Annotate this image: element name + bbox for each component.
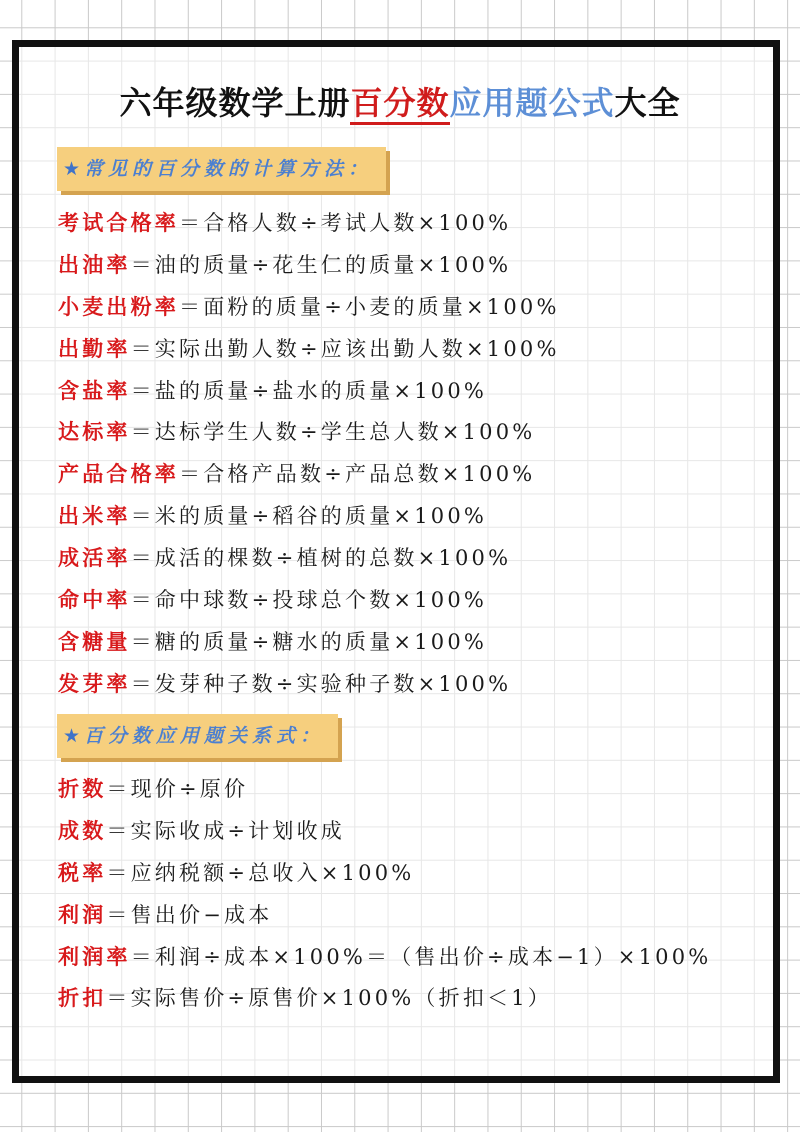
formula-term: 达标率 [58,420,131,445]
formula-expression: ＝油的质量÷花生仁的质量×100% [130,252,512,277]
formula-row [58,622,758,664]
formula-expression: ＝成活的棵数÷植树的总数×100% [130,546,512,571]
formula-expression: ＝应纳税额÷总收入×100% [106,860,415,885]
formula-term: 小麦出粉率 [58,294,179,319]
formula-row [58,245,758,287]
star-icon: ★ [63,725,81,747]
formula-term: 含糖量 [58,629,131,654]
formula-row [58,371,758,413]
formula-term: 出勤率 [58,336,131,361]
title-part-4: 大全 [614,84,681,122]
formula-row [58,203,758,245]
formula-term: 利润 [58,902,107,927]
formula-expression: ＝面粉的质量÷小麦的质量×100% [179,294,560,319]
section-1-formula-list [58,203,758,706]
formula-term: 出米率 [58,504,131,529]
formula-row [58,664,758,706]
section-2-heading: 百分数应用题关系式： [84,725,325,747]
formula-term: 税率 [58,860,107,885]
formula-row [58,769,758,811]
formula-term: 含盐率 [58,378,131,403]
formula-expression: ＝命中球数÷投球总个数×100% [130,588,488,613]
formula-expression: ＝米的质量÷稻谷的质量×100% [130,504,488,529]
formula-term: 命中率 [58,588,131,613]
title-part-2-highlight: 百分数 [350,84,449,125]
formula-term: 出油率 [58,252,131,277]
formula-expression: ＝售出价−成本 [106,902,273,927]
formula-row [58,580,758,622]
title-part-1: 六年级数学上册 [119,84,351,122]
section-1-banner [57,147,386,191]
formula-row [58,287,758,329]
formula-expression: ＝合格人数÷考试人数×100% [179,211,512,235]
section-2-formula-list [58,769,758,1020]
formula-expression: ＝合格产品数÷产品总数×100% [179,462,536,487]
formula-term: 折扣 [58,986,107,1011]
formula-row [58,895,758,937]
formula-expression: ＝糖的质量÷糖水的质量×100% [130,629,488,654]
formula-row [58,853,758,895]
star-icon: ★ [63,158,81,180]
formula-expression: ＝盐的质量÷盐水的质量×100% [130,378,488,403]
formula-row [58,329,758,371]
formula-row [58,496,758,538]
formula-term: 成数 [58,818,107,843]
formula-expression: ＝达标学生人数÷学生总人数×100% [130,420,536,445]
formula-row [58,538,758,580]
formula-row [58,454,758,496]
formula-term: 折数 [58,777,107,801]
formula-expression: ＝实际收成÷计划收成 [106,818,346,843]
formula-row [58,978,758,1020]
formula-term: 成活率 [58,546,131,571]
formula-expression: ＝实际售价÷原售价×100%（折扣＜1） [106,986,552,1011]
formula-row [58,811,758,853]
formula-row [58,937,758,979]
formula-expression: ＝利润÷成本×100%＝（售出价÷成本−1）×100% [130,944,712,969]
formula-term: 利润率 [58,944,131,969]
formula-term: 产品合格率 [58,462,179,487]
formula-term: 发芽率 [58,671,131,696]
section-1-heading: 常见的百分数的计算方法： [84,158,373,180]
page-title [0,78,800,124]
formula-expression: ＝实际出勤人数÷应该出勤人数×100% [130,336,560,361]
section-2-banner [57,714,338,758]
formula-expression: ＝发芽种子数÷实验种子数×100% [130,671,512,696]
formula-expression: ＝现价÷原价 [106,777,249,801]
title-part-3: 应用题公式 [449,84,615,122]
formula-row [58,412,758,454]
formula-term: 考试合格率 [58,211,179,235]
